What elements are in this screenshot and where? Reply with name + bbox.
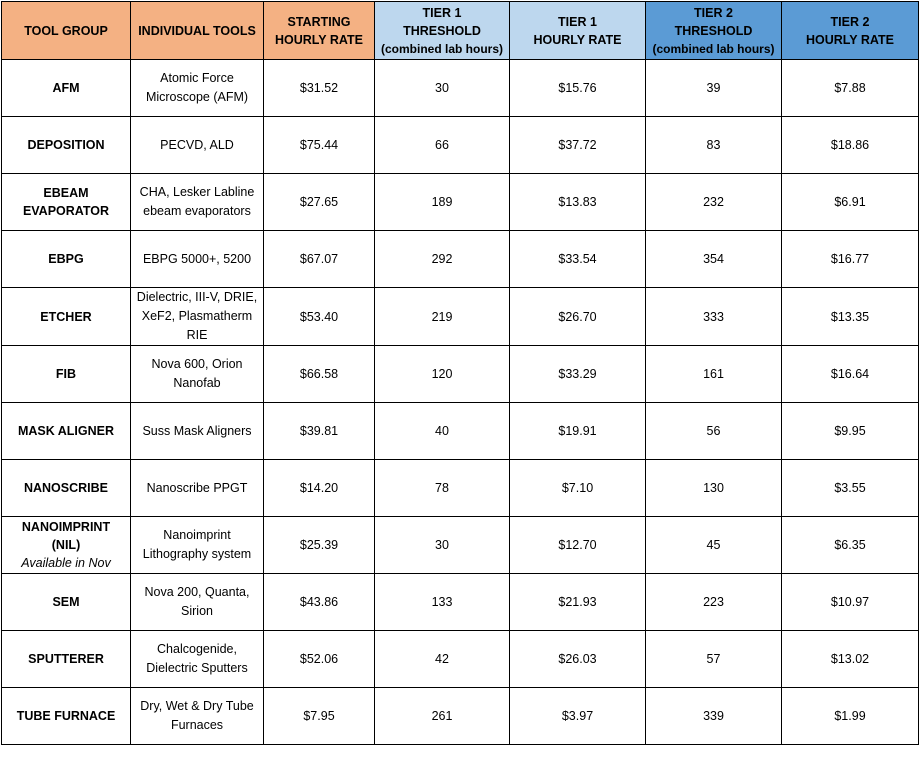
table-row [2, 117, 919, 174]
tier2-threshold-cell: 56 [646, 403, 782, 460]
tool-name-line: Furnaces [170, 718, 224, 732]
table-row [2, 231, 919, 288]
tier2-threshold-cell: 161 [646, 346, 782, 403]
tool-name-line: Nanoimprint [163, 528, 231, 542]
header-line: INDIVIDUAL TOOLS [138, 23, 256, 38]
tier2-rate-cell: $18.86 [782, 117, 919, 174]
table-row [2, 288, 919, 346]
starting-rate-cell: $39.81 [264, 403, 375, 460]
tool-name-line: Chalcogenide, [157, 642, 237, 656]
starting-rate-cell: $27.65 [264, 174, 375, 231]
tier1-threshold-cell: 30 [375, 517, 510, 574]
starting-rate-cell: $7.95 [264, 688, 375, 745]
individual-tools-cell [131, 60, 264, 117]
individual-tools-cell [131, 117, 264, 174]
tier1-threshold-cell: 133 [375, 574, 510, 631]
header-line: HOURLY RATE [533, 32, 622, 47]
tool-group-cell [2, 346, 131, 403]
tier2-rate-cell: $3.55 [782, 460, 919, 517]
tier1-rate-cell: $26.70 [510, 288, 646, 346]
tool-name-line: PECVD, ALD [160, 137, 234, 152]
individual-tools-cell [131, 346, 264, 403]
tier1-threshold-header [375, 2, 510, 60]
starting-rate-cell: $66.58 [264, 346, 375, 403]
starting-rate-cell: $67.07 [264, 231, 375, 288]
header-line: HOURLY RATE [275, 32, 363, 47]
tool-name-line: Suss Mask Aligners [142, 423, 252, 438]
starting-rate-cell: $31.52 [264, 60, 375, 117]
tier1-rate-header [510, 2, 646, 60]
individual-tools-cell [131, 288, 264, 346]
header-line: STARTING [287, 14, 351, 29]
tier2-threshold-cell: 232 [646, 174, 782, 231]
tier2-rate-cell: $7.88 [782, 60, 919, 117]
tool-name-line: Lithography system [142, 547, 252, 561]
table-row [2, 346, 919, 403]
tool-name-line: RIE [186, 328, 208, 342]
tool-name-line: EBPG 5000+, 5200 [142, 251, 252, 266]
tool-group-name: SPUTTERER [28, 652, 104, 666]
tool-name-line: XeF2, Plasmatherm [141, 309, 253, 323]
tool-name-line: Nanofab [173, 376, 221, 390]
tier1-rate-cell: $13.83 [510, 174, 646, 231]
tool-name-line: Sirion [181, 604, 213, 618]
table-row [2, 688, 919, 745]
tier2-rate-cell: $6.91 [782, 174, 919, 231]
table-row [2, 60, 919, 117]
tool-rates-table [1, 1, 919, 745]
tool-group-name: EBEAM [43, 186, 89, 200]
header-subtext: (combined lab hours) [652, 41, 775, 56]
tier1-threshold-cell: 292 [375, 231, 510, 288]
availability-note: Available in Nov [21, 556, 111, 570]
tool-group-name: NANOIMPRINT (NIL) [21, 520, 111, 552]
tool-name-line: Nanoscribe PPGT [146, 480, 248, 495]
tool-name-line: Microscope (AFM) [145, 90, 249, 104]
tier1-rate-cell: $33.54 [510, 231, 646, 288]
header-line: TOOL GROUP [24, 23, 108, 38]
tier2-rate-cell: $10.97 [782, 574, 919, 631]
tool-group-cell [2, 631, 131, 688]
tier1-threshold-cell: 78 [375, 460, 510, 517]
table-row [2, 574, 919, 631]
tier1-rate-cell: $15.76 [510, 60, 646, 117]
tier2-threshold-cell: 83 [646, 117, 782, 174]
tier1-rate-cell: $33.29 [510, 346, 646, 403]
tool-group-name: DEPOSITION [27, 138, 105, 152]
tier2-threshold-cell: 339 [646, 688, 782, 745]
individual-tools-header [131, 2, 264, 60]
tool-group-name: EVAPORATOR [22, 204, 110, 218]
tool-group-cell [2, 174, 131, 231]
tool-group-cell [2, 60, 131, 117]
individual-tools-cell [131, 231, 264, 288]
tool-group-cell [2, 403, 131, 460]
tool-name-line: Dielectric Sputters [146, 661, 248, 675]
table-row [2, 517, 919, 574]
tier1-rate-cell: $26.03 [510, 631, 646, 688]
tier1-threshold-cell: 30 [375, 60, 510, 117]
individual-tools-cell [131, 574, 264, 631]
tier2-threshold-header [646, 2, 782, 60]
tier2-rate-cell: $6.35 [782, 517, 919, 574]
tool-group-name: TUBE FURNACE [16, 709, 116, 723]
tool-group-name: ETCHER [40, 309, 92, 324]
tier1-rate-cell: $37.72 [510, 117, 646, 174]
tool-group-cell [2, 460, 131, 517]
tool-group-cell [2, 288, 131, 346]
tier1-threshold-cell: 120 [375, 346, 510, 403]
tool-group-header [2, 2, 131, 60]
starting-rate-cell: $75.44 [264, 117, 375, 174]
tool-group-name: EBPG [48, 252, 84, 266]
tool-group-name: MASK ALIGNER [17, 424, 115, 438]
table-row [2, 403, 919, 460]
header-line: TIER 2 [694, 5, 733, 20]
tool-group-name: AFM [52, 81, 80, 95]
tool-name-line: Atomic Force [160, 71, 234, 85]
tier2-rate-cell: $13.35 [782, 288, 919, 346]
tool-group-cell [2, 231, 131, 288]
tier1-threshold-cell: 189 [375, 174, 510, 231]
header-line: THRESHOLD [403, 23, 481, 38]
tier1-rate-cell: $7.10 [510, 460, 646, 517]
header-subtext: (combined lab hours) [380, 41, 503, 56]
tier2-rate-header [782, 2, 919, 60]
tool-name-line: Nova 600, Orion [151, 357, 243, 371]
tool-name-line: CHA, Lesker Labline [139, 185, 255, 199]
starting-rate-cell: $52.06 [264, 631, 375, 688]
tool-group-cell [2, 574, 131, 631]
starting-rate-header [264, 2, 375, 60]
tier1-rate-cell: $3.97 [510, 688, 646, 745]
tier2-threshold-cell: 57 [646, 631, 782, 688]
tool-name-line: Nova 200, Quanta, [144, 585, 250, 599]
individual-tools-cell [131, 517, 264, 574]
tier2-threshold-cell: 39 [646, 60, 782, 117]
tier2-rate-cell: $16.77 [782, 231, 919, 288]
tier2-rate-cell: $1.99 [782, 688, 919, 745]
tier1-threshold-cell: 219 [375, 288, 510, 346]
tool-name-line: Dry, Wet & Dry Tube [140, 699, 254, 713]
tool-group-cell [2, 688, 131, 745]
tier1-rate-cell: $12.70 [510, 517, 646, 574]
tier2-threshold-cell: 333 [646, 288, 782, 346]
tier2-rate-cell: $9.95 [782, 403, 919, 460]
individual-tools-cell [131, 460, 264, 517]
tool-group-name: NANOSCRIBE [23, 481, 109, 495]
header-line: TIER 1 [422, 5, 462, 20]
tool-group-name: SEM [52, 595, 80, 609]
starting-rate-cell: $25.39 [264, 517, 375, 574]
table-row [2, 631, 919, 688]
tier1-rate-cell: $21.93 [510, 574, 646, 631]
header-line: HOURLY RATE [806, 32, 894, 47]
table-row [2, 174, 919, 231]
tier2-threshold-cell: 45 [646, 517, 782, 574]
tier2-rate-cell: $13.02 [782, 631, 919, 688]
header-line: TIER 2 [830, 14, 870, 29]
header-line: TIER 1 [558, 14, 597, 29]
tool-group-cell [2, 117, 131, 174]
tier1-threshold-cell: 40 [375, 403, 510, 460]
tool-group-name: FIB [55, 367, 77, 381]
tier2-threshold-cell: 223 [646, 574, 782, 631]
starting-rate-cell: $43.86 [264, 574, 375, 631]
tier2-threshold-cell: 130 [646, 460, 782, 517]
tier2-threshold-cell: 354 [646, 231, 782, 288]
table-row [2, 460, 919, 517]
tier1-threshold-cell: 66 [375, 117, 510, 174]
tool-name-line: ebeam evaporators [143, 204, 251, 218]
header-row [2, 2, 919, 60]
tier1-threshold-cell: 261 [375, 688, 510, 745]
individual-tools-cell [131, 688, 264, 745]
header-line: THRESHOLD [674, 23, 753, 38]
tool-name-line: Dielectric, III-V, DRIE, [136, 290, 258, 304]
tool-group-cell [2, 517, 131, 574]
tier1-rate-cell: $19.91 [510, 403, 646, 460]
tier1-threshold-cell: 42 [375, 631, 510, 688]
individual-tools-cell [131, 174, 264, 231]
tier2-rate-cell: $16.64 [782, 346, 919, 403]
individual-tools-cell [131, 403, 264, 460]
starting-rate-cell: $14.20 [264, 460, 375, 517]
individual-tools-cell [131, 631, 264, 688]
table-body [2, 60, 919, 745]
starting-rate-cell: $53.40 [264, 288, 375, 346]
